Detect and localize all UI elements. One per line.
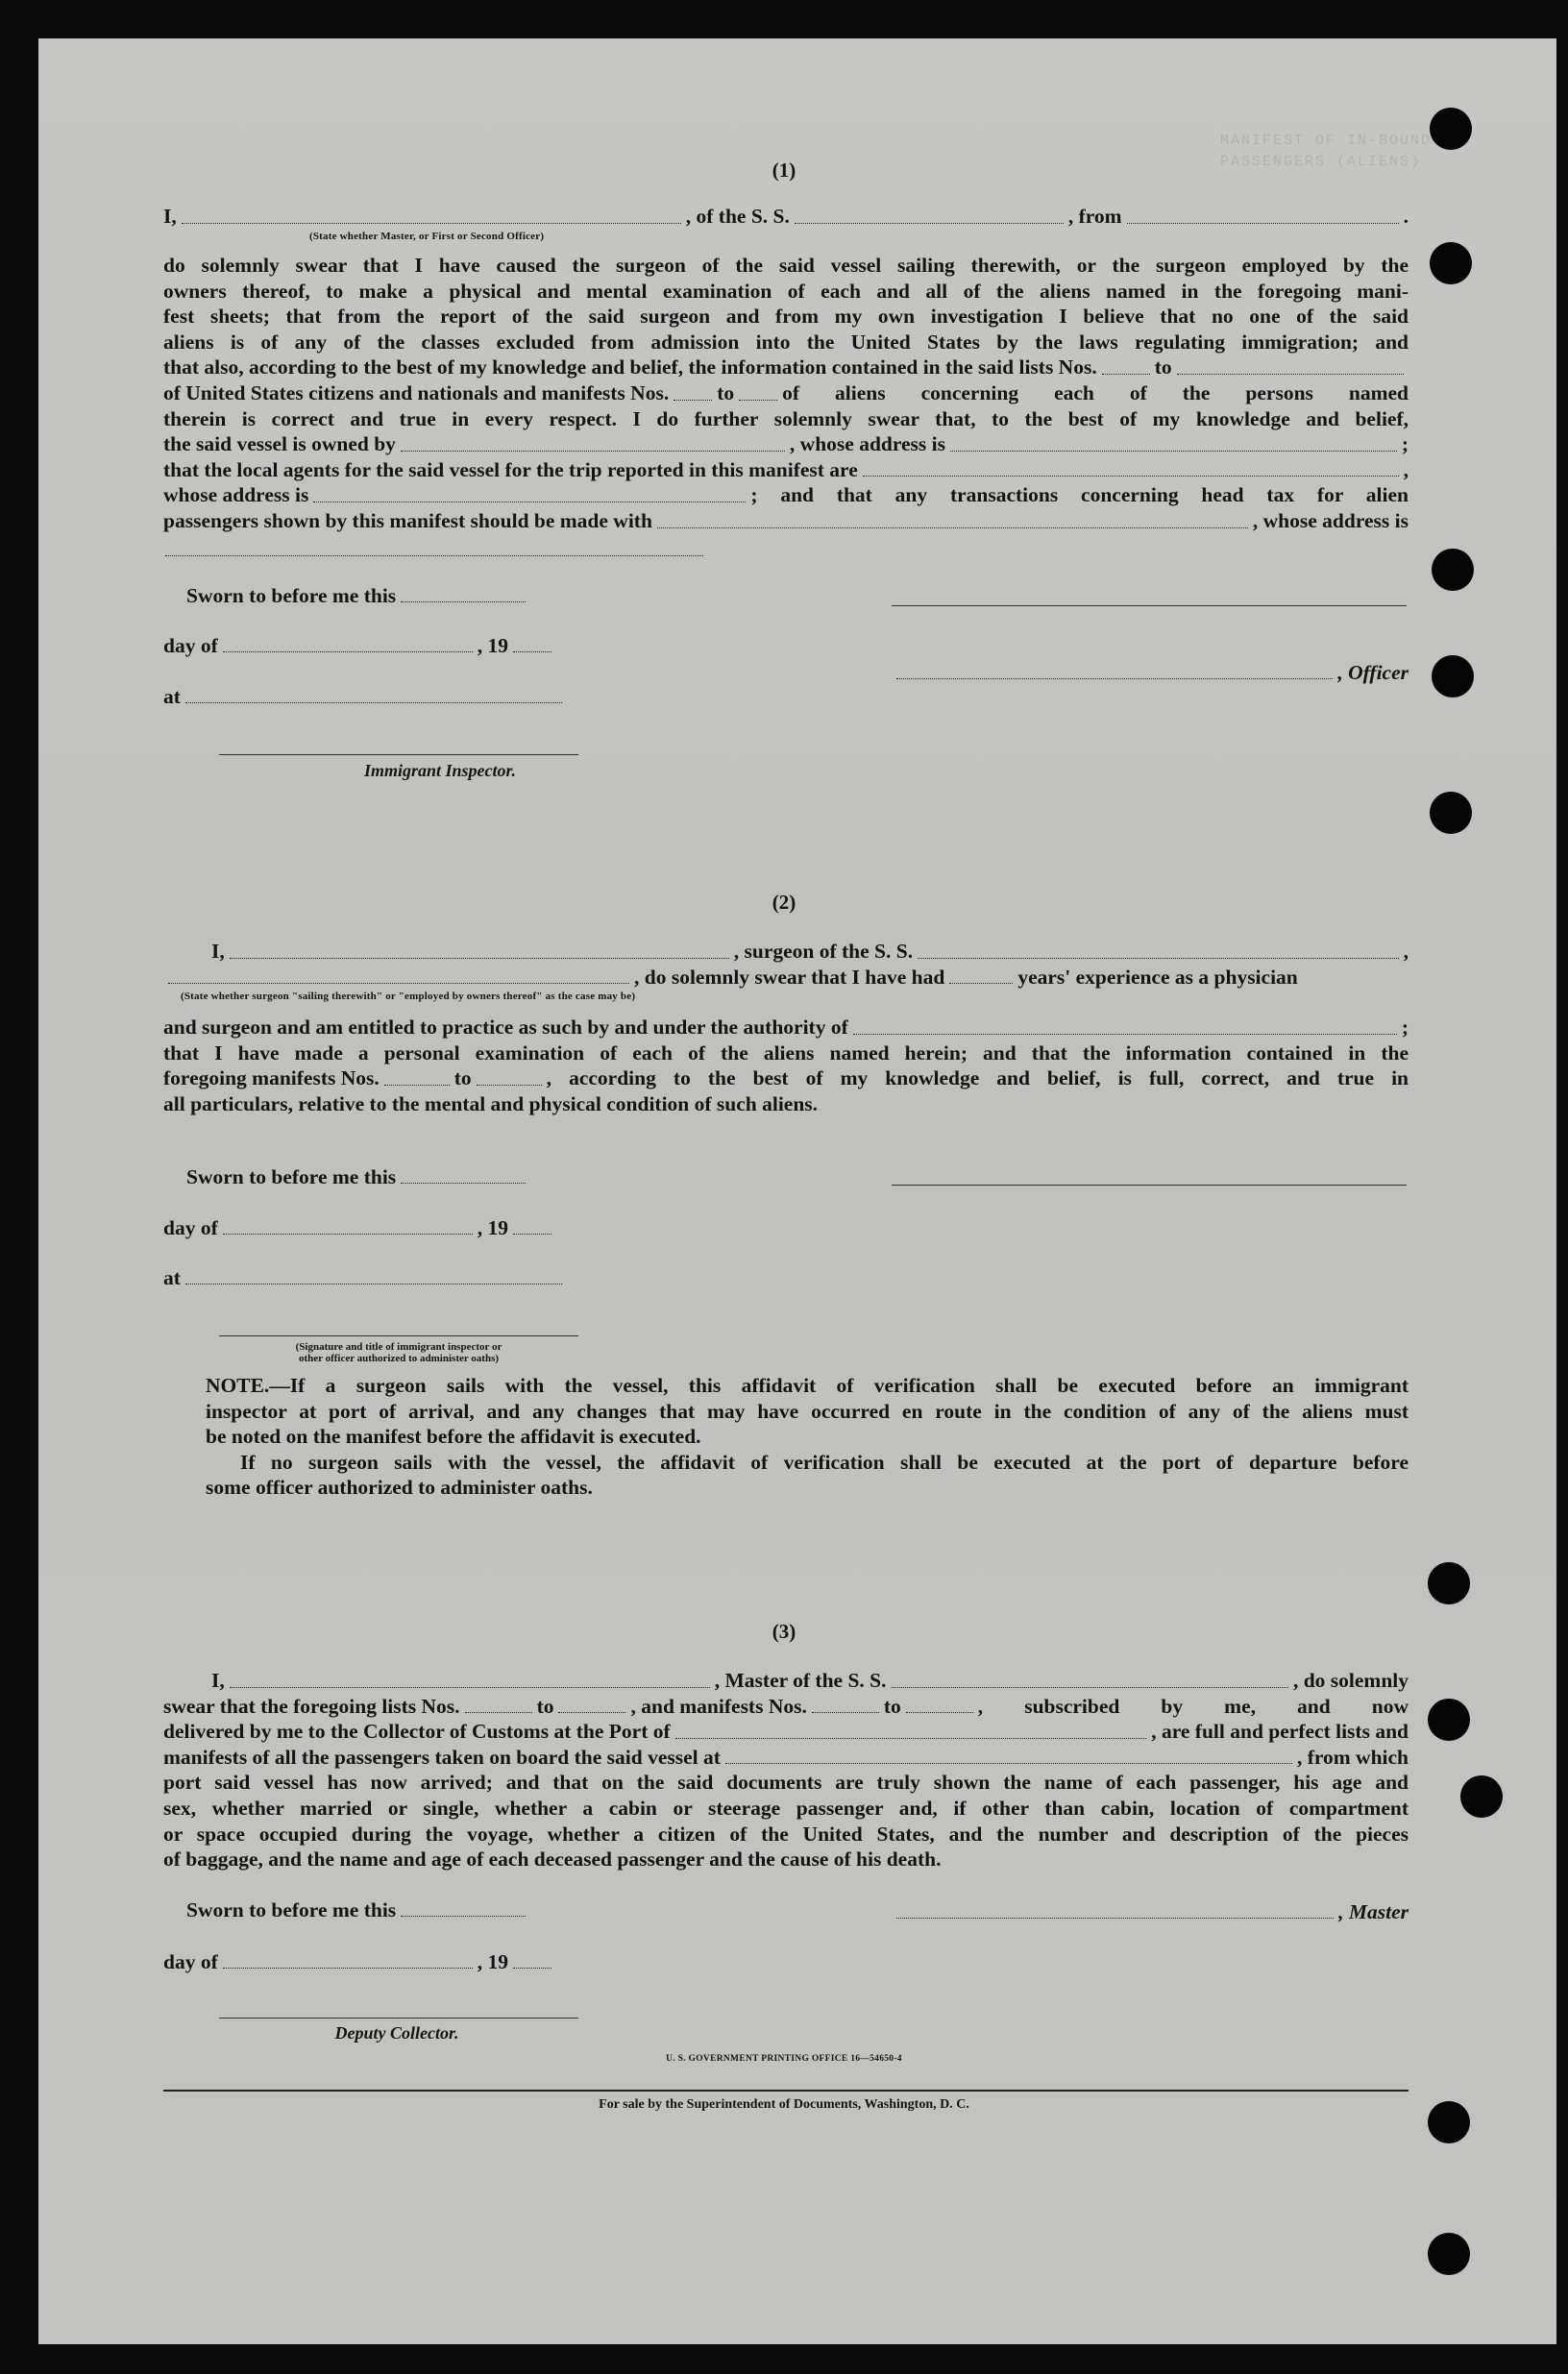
master-lists-from-field[interactable]: [465, 1711, 532, 1713]
binder-hole: [1432, 655, 1474, 698]
bleed-through-header: MANIFEST OF IN-BOUND PASSENGERS (ALIENS): [1220, 133, 1433, 170]
year-field[interactable]: [513, 1967, 551, 1969]
section-number: (3): [772, 1620, 796, 1643]
years-experience-field[interactable]: [949, 982, 1013, 984]
master-name-field[interactable]: [230, 1686, 710, 1688]
officer-signature-line[interactable]: [892, 605, 1407, 606]
head-tax-address-field[interactable]: [165, 555, 703, 556]
binder-hole: [1430, 108, 1472, 150]
officer-title-field[interactable]: [896, 677, 1333, 679]
sworn-day-field[interactable]: [401, 1182, 526, 1184]
day-of-line: day of , 19: [163, 1216, 556, 1240]
binder-hole: [1428, 2233, 1470, 2275]
ship-name-field[interactable]: [795, 222, 1064, 224]
authority-field[interactable]: [853, 1033, 1397, 1035]
sworn-line: Sworn to before me this: [186, 1898, 530, 1922]
owner-field[interactable]: [401, 450, 785, 452]
section1-line1: I, , of the S. S. , from .: [163, 205, 1409, 228]
at-place-field[interactable]: [185, 1283, 562, 1285]
day-of-line: day of , 19: [163, 634, 556, 658]
footer-rule: [163, 2090, 1409, 2092]
manifests-to-field[interactable]: [739, 399, 777, 401]
manifests-from-field[interactable]: [674, 399, 712, 401]
section3-body: I, , Master of the S. S. , do solemnly swear that the foregoing lists Nos. to , and manifests Nos. to , subscribed by me, and now delivered by me to the Collector of Customs at the Port of , are full and perfect lists and manifests of all the passengers taken on board the said vessel at , from which port said vessel has now arrived; and that on the said documents are truly shown the name of each passenger, his age and sex, whether married or single, whether a cabin or steerage passenger and, if other than cabin, location of compartment or space occupied during the voyage, whether a citizen of the United States, and the number and description of the pieces of baggage, and the name and age of each deceased passenger and the cause of his death.: [163, 1669, 1409, 1872]
surgeon-name-field[interactable]: [230, 957, 729, 959]
surgeon-manifests-to-field[interactable]: [477, 1084, 542, 1086]
signature-caption: (Signature and title of immigrant inspector or other officer authorized to administer oaths): [295, 1341, 502, 1364]
section2-paragraph: and surgeon and am entitled to practice as such by and under the authority of ; that I have made a personal examination of each of the aliens named herein; and that the information contained in the foregoing manifests Nos. to , according to the best of my knowledge and belief, is full, correct, and true in all particulars, relative to the mental and physical condition of such aliens.: [163, 1016, 1409, 1115]
master-lists-to-field[interactable]: [558, 1711, 625, 1713]
local-agents-field[interactable]: [863, 475, 1399, 477]
officer-line: , Officer: [892, 661, 1409, 685]
master-manifests-from-field[interactable]: [812, 1711, 879, 1713]
lists-to-field[interactable]: [1177, 373, 1404, 375]
administrator-signature-line[interactable]: [219, 1335, 578, 1336]
binder-hole: [1430, 792, 1472, 834]
at-line: at: [163, 1266, 567, 1290]
sworn-day-field[interactable]: [401, 600, 526, 602]
at-place-field[interactable]: [185, 701, 562, 703]
binder-hole: [1432, 549, 1474, 591]
surgeon-manifests-from-field[interactable]: [384, 1084, 450, 1086]
year-field[interactable]: [513, 650, 551, 652]
surgeon-note: NOTE.—If a surgeon sails with the vessel, this affidavit of verification shall be executed before an immigrant inspector at port of arrival, and any changes that may have occurred en route in the condition of any of the aliens must be noted on the manifest before the affidavit is executed. If no surgeon sails with the vessel, the affidavit of verification shall be executed at the port of departure before some officer authorized to administer oaths.: [206, 1374, 1409, 1500]
inspector-caption: Immigrant Inspector.: [363, 761, 517, 780]
month-field[interactable]: [223, 1967, 473, 1969]
sworn-line: Sworn to before me this: [186, 584, 530, 608]
master-signature-line: , Master: [892, 1900, 1409, 1924]
month-field[interactable]: [223, 650, 473, 652]
lists-from-field[interactable]: [1102, 373, 1150, 375]
owner-address-field[interactable]: [950, 450, 1397, 452]
binder-hole: [1428, 1699, 1470, 1741]
section2-hint: (State whether surgeon "sailing therewith" or "employed by owners thereof" as the case may be): [181, 991, 636, 1002]
sworn-line: Sworn to before me this: [186, 1165, 530, 1189]
from-port-field[interactable]: [1127, 222, 1399, 224]
customs-port-field[interactable]: [675, 1737, 1147, 1739]
master-ship-field[interactable]: [892, 1686, 1288, 1688]
at-line: at: [163, 685, 567, 709]
section1-paragraph: do solemnly swear that I have caused the surgeon of the said vessel sailing therewith, or the surgeon employed by the owners thereof, to make a physical and mental examination of each and all of the aliens named in the foregoing mani- fest sheets; that from the report of the said surgeon and from my own investigation I believe that no one of the said aliens is of any of the classes excluded from admission into the United States by the laws regulating immigration; and that also, according to the best of my knowledge and belief, the information contained in the said lists Nos. to of United States citizens and nationals and manifests Nos. to of aliens concerning each of the persons named therein is correct and true in every respect. I do further solemnly swear that, to the best of my knowledge and belief, the said vessel is owned by , whose address is ; that the local agents for the said vessel for the trip reported in this manifest are , whose address is ; and that any transactions concerning head tax for alien passengers shown by this manifest should be made with , whose address is: [163, 254, 1409, 532]
year-field[interactable]: [513, 1233, 551, 1235]
binder-hole: [1430, 242, 1472, 284]
master-manifests-to-field[interactable]: [906, 1711, 973, 1713]
surgeon-status-field[interactable]: [168, 982, 629, 984]
embarkation-port-field[interactable]: [725, 1762, 1292, 1764]
section1-body: [163, 204, 1409, 230]
section1-hint: (State whether Master, or First or Second Officer): [309, 231, 545, 242]
month-field[interactable]: [223, 1233, 473, 1235]
day-of-line: day of , 19: [163, 1950, 556, 1974]
surgeon-signature-line[interactable]: [892, 1185, 1407, 1186]
agents-address-field[interactable]: [313, 501, 746, 502]
gpo-imprint: U. S. GOVERNMENT PRINTING OFFICE 16—54650-4: [666, 2054, 902, 2064]
binder-hole: [1428, 1562, 1470, 1604]
head-tax-party-field[interactable]: [657, 526, 1248, 528]
inspector-signature-line[interactable]: [219, 754, 578, 755]
deputy-caption: Deputy Collector.: [334, 2023, 459, 2043]
section-number: (2): [772, 891, 796, 914]
section2-body: I, , surgeon of the S. S. , , do solemnly swear that I have had years' experience as a physician: [163, 939, 1409, 990]
master-signature-field[interactable]: [896, 1917, 1334, 1919]
section-number: (1): [772, 159, 796, 182]
officer-name-field[interactable]: [182, 222, 681, 224]
surgeon-ship-field[interactable]: [918, 957, 1399, 959]
deputy-signature-line[interactable]: [219, 2018, 578, 2019]
binder-hole: [1460, 1775, 1503, 1818]
sale-notice: For sale by the Superintendent of Documents, Washington, D. C.: [599, 2097, 969, 2112]
sworn-day-field[interactable]: [401, 1915, 526, 1917]
